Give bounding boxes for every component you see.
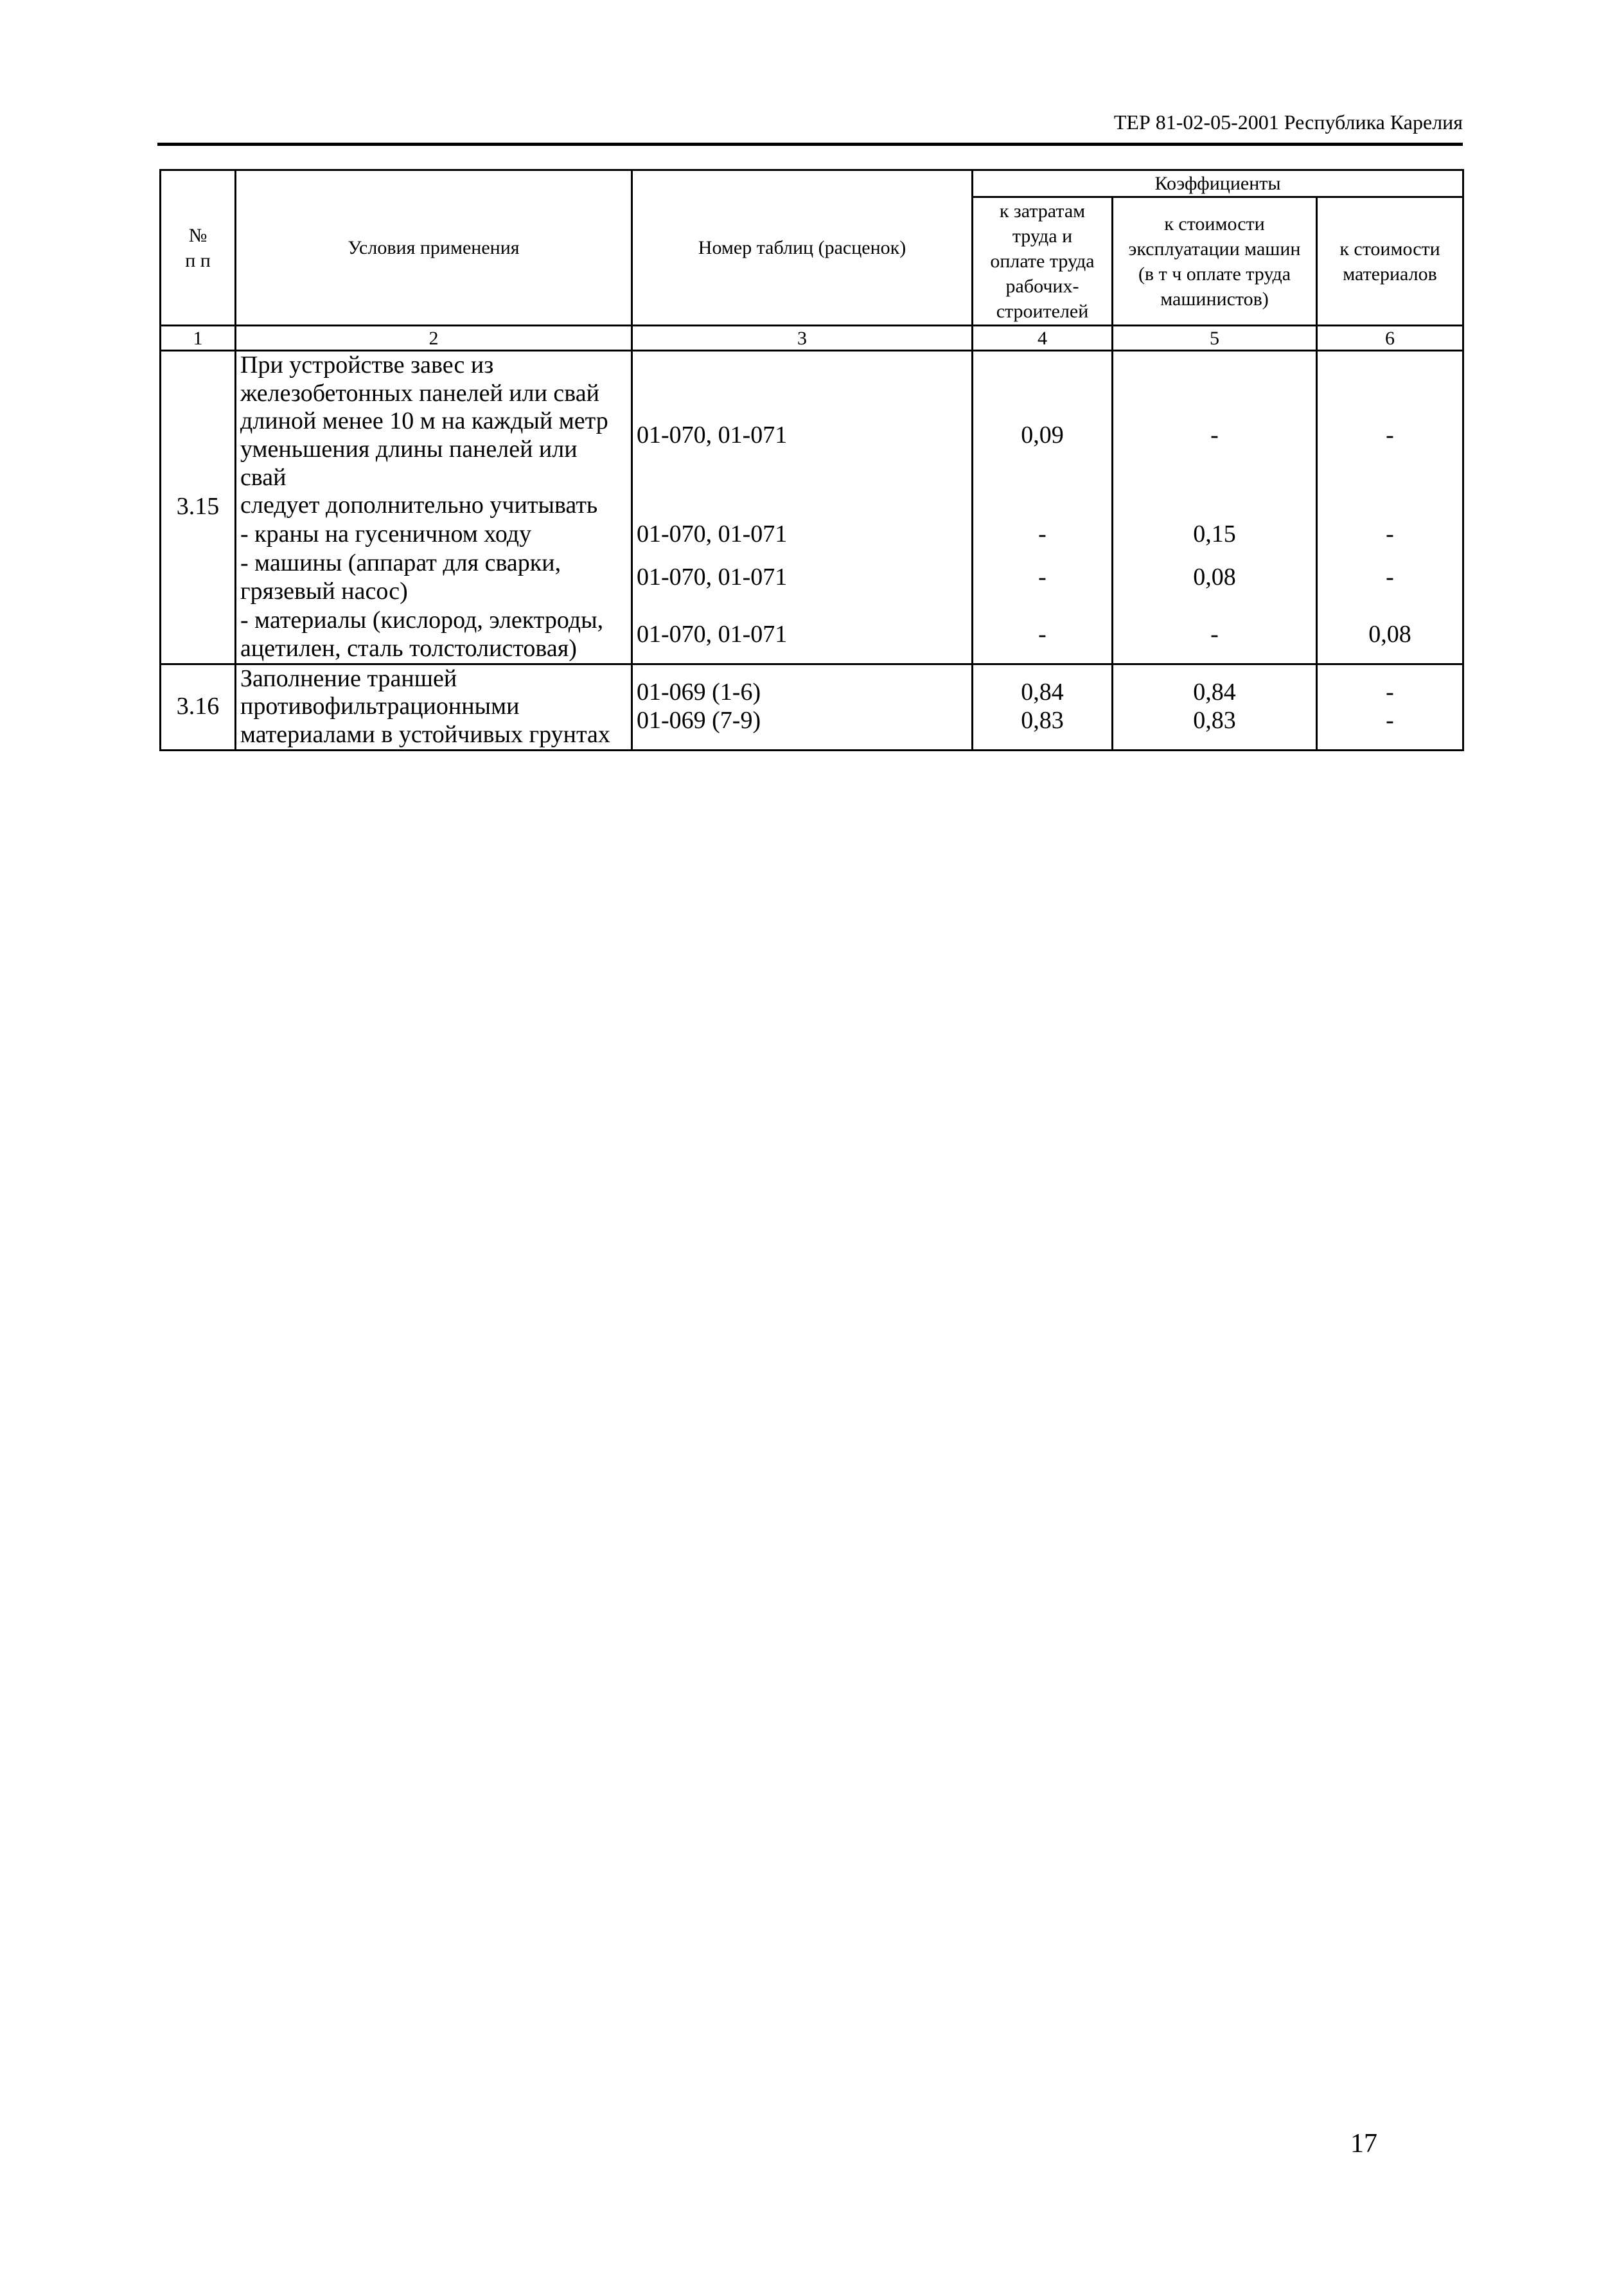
header-no	[161, 170, 236, 326]
table-number: 01-069 (1-6)	[637, 679, 761, 706]
header-table-numbers: Номер таблиц (расценок)	[632, 170, 973, 326]
materials-coef: 0,08	[1317, 607, 1463, 664]
table-number-cell: 01-070, 01-071	[632, 607, 973, 664]
condition-line: При устройстве завес из	[240, 352, 494, 378]
condition-line: противофильтрационными	[240, 693, 520, 720]
header-labor	[973, 197, 1113, 326]
materials-coef: -	[1317, 549, 1463, 607]
table-number-cell: 01-070, 01-071	[632, 549, 973, 607]
machines-coef: -	[1113, 351, 1317, 521]
labor-coef-cell	[973, 664, 1113, 750]
materials-coef: -	[1386, 707, 1394, 734]
machines-coef: 0,84	[1193, 679, 1236, 706]
header-rule	[157, 143, 1463, 146]
header-machines-line: (в т ч оплате труда	[1138, 263, 1291, 285]
materials-coef: -	[1386, 679, 1394, 706]
header-no-line: п п	[185, 249, 211, 271]
header-machines-line: эксплуатации машин	[1128, 238, 1301, 260]
row-number: 3.15	[161, 351, 236, 664]
labor-coef: -	[973, 520, 1113, 549]
table-row	[161, 549, 1463, 607]
condition-cell	[236, 351, 632, 521]
materials-coef-cell	[1317, 664, 1463, 750]
table-number-cell	[632, 664, 973, 750]
document-reference: ТЕР 81-02-05-2001 Республика Карелия	[1113, 111, 1463, 134]
condition-line: длиной менее 10 м на каждый метр	[240, 407, 608, 435]
column-number-row	[161, 326, 1463, 351]
column-number: 3	[632, 326, 973, 351]
column-number: 4	[973, 326, 1113, 351]
header-machines	[1113, 197, 1317, 326]
header-materials-line: к стоимости	[1339, 238, 1440, 260]
condition-line: ацетилен, сталь толстолистовая)	[240, 634, 577, 662]
condition-line: уменьшения длины панелей или свай	[240, 436, 578, 491]
condition-line: - машины (аппарат для сварки,	[240, 549, 561, 577]
column-number: 2	[236, 326, 632, 351]
condition-cell	[236, 549, 632, 607]
column-number: 1	[161, 326, 236, 351]
header-coefficients: Коэффициенты	[973, 170, 1463, 197]
table-number: 01-069 (7-9)	[637, 707, 761, 734]
machines-coef: 0,83	[1193, 707, 1236, 734]
condition-line: железобетонных панелей или свай	[240, 379, 599, 407]
condition-line: материалами в устойчивых грунтах	[240, 720, 610, 748]
condition-line: - краны на гусеничном ходу	[240, 520, 532, 547]
row-number: 3.16	[161, 664, 236, 750]
header-machines-line: машинистов)	[1160, 288, 1269, 310]
machines-coef-cell	[1113, 664, 1317, 750]
header-labor-line: оплате труда	[990, 251, 1095, 272]
condition-line: грязевый насос)	[240, 578, 408, 605]
header-labor-line: рабочих-	[1005, 276, 1079, 297]
table-row	[161, 607, 1463, 664]
labor-coef: 0,83	[1021, 707, 1064, 734]
header-labor-line: труда и	[1012, 226, 1073, 247]
materials-coef: -	[1317, 520, 1463, 549]
column-number: 5	[1113, 326, 1317, 351]
machines-coef: 0,15	[1113, 520, 1317, 549]
header-no-line: №	[188, 224, 208, 246]
header-labor-line: к затратам	[999, 200, 1086, 222]
condition-line: Заполнение траншей	[240, 664, 457, 692]
header-machines-line: к стоимости	[1164, 213, 1265, 235]
header-materials	[1317, 197, 1463, 326]
machines-coef: -	[1113, 607, 1317, 664]
labor-coef: 0,84	[1021, 679, 1064, 706]
page-number: 17	[1350, 2129, 1377, 2158]
header-labor-line: строителей	[996, 301, 1089, 322]
condition-line: следует дополнительно учитывать	[240, 492, 598, 519]
condition-line: - материалы (кислород, электроды,	[240, 607, 604, 634]
column-number: 6	[1317, 326, 1463, 351]
labor-coef: -	[973, 607, 1113, 664]
condition-cell	[236, 607, 632, 664]
table-row	[161, 664, 1463, 750]
table-number-cell: 01-070, 01-071	[632, 520, 973, 549]
condition-cell	[236, 664, 632, 750]
labor-coef: 0,09	[973, 351, 1113, 521]
header-conditions: Условия применения	[236, 170, 632, 326]
machines-coef: 0,08	[1113, 549, 1317, 607]
coefficients-table	[159, 169, 1464, 751]
labor-coef: -	[973, 549, 1113, 607]
materials-coef: -	[1317, 351, 1463, 521]
header-materials-line: материалов	[1343, 263, 1437, 285]
table-row	[161, 520, 1463, 549]
table-number-cell: 01-070, 01-071	[632, 351, 973, 521]
table-row	[161, 351, 1463, 521]
condition-cell	[236, 520, 632, 549]
